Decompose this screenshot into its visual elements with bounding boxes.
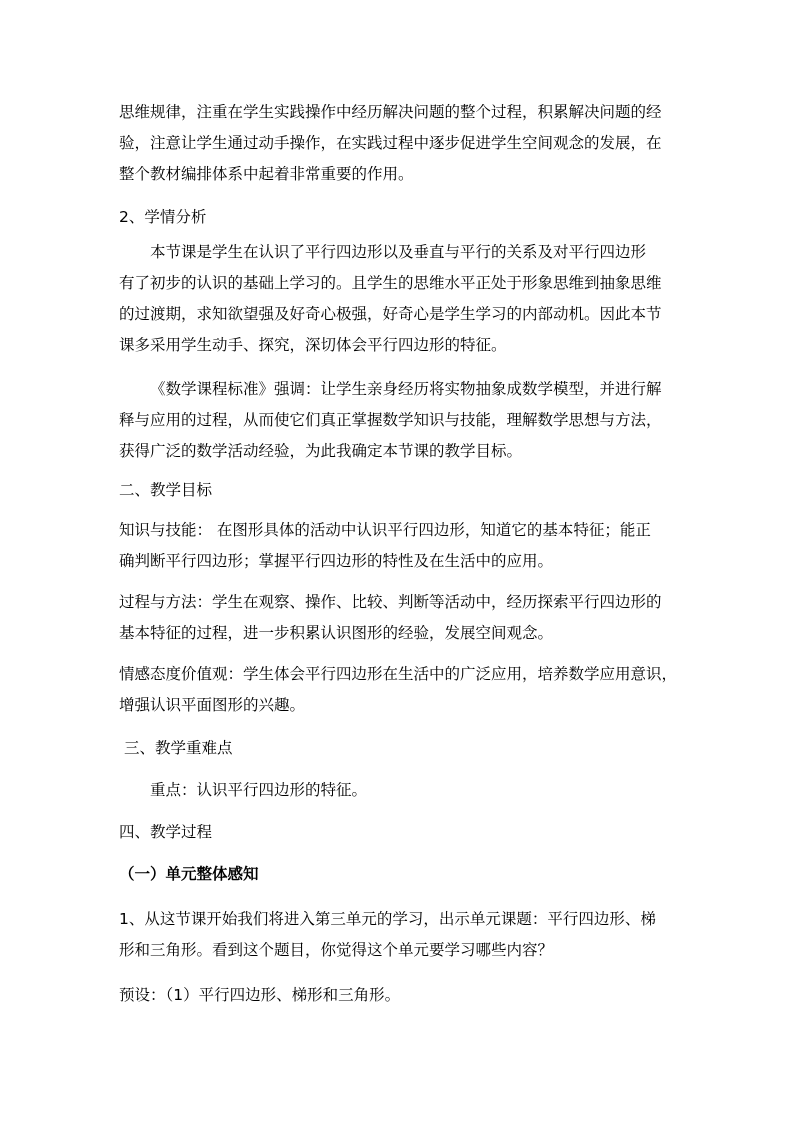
text-line: 本节课是学生在认识了平行四边形以及垂直与平行的关系及对平行四边形 xyxy=(150,243,647,261)
text-line: 整个教材编排体系中起着非常重要的作用。 xyxy=(119,165,414,183)
text-line: 增强认识平面图形的兴趣。 xyxy=(119,696,306,714)
text-line: 课多采用学生动手、探究，深切体会平行四边形的特征。 xyxy=(119,336,507,354)
text-line: 情感态度价值观：学生体会平行四边形在生活中的广泛应用，培养数学应用意识， xyxy=(119,665,678,683)
heading-xueqing xyxy=(119,202,679,233)
paragraph-intro xyxy=(119,97,679,190)
paragraph-kebiao xyxy=(119,374,679,467)
subsection-heading: （一）单元整体感知 xyxy=(119,865,259,883)
paragraph-guocheng-fangfa xyxy=(119,587,679,649)
section-heading: 四、教学过程 xyxy=(119,823,213,841)
text-line: 的过渡期，求知欲望强及好奇心极强，好奇心是学生学习的内部动机。因此本节 xyxy=(119,305,662,323)
text-line: 《数学课程标准》强调：让学生亲身经历将实物抽象成数学模型，并进行解 xyxy=(150,380,662,398)
text-line: 重点：认识平行四边形的特征。 xyxy=(150,781,368,799)
text-line: 思维规律，注重在学生实践操作中经历解决问题的整个过程，积累解决问题的经 xyxy=(119,103,662,121)
section-heading: 二、教学目标 xyxy=(119,481,213,499)
text-line: 过程与方法：学生在观察、操作、比较、判断等活动中，经历探索平行四边形的 xyxy=(119,593,662,611)
text-line: 获得广泛的数学活动经验，为此我确定本节课的教学目标。 xyxy=(119,442,523,460)
paragraph-danyuan-1 xyxy=(119,904,679,966)
paragraph-xueqing xyxy=(119,237,679,361)
heading-mubiao xyxy=(119,475,679,506)
paragraph-zhongdian xyxy=(119,775,679,806)
text-line: 基本特征的过程，进一步积累认识图形的经验，发展空间观念。 xyxy=(119,624,554,642)
heading-guocheng xyxy=(119,817,679,848)
paragraph-yushe xyxy=(119,980,679,1011)
heading-danyuan xyxy=(119,859,679,890)
text-line: 验，注意让学生通过动手操作，在实践过程中逐步促进学生空间观念的发展，在 xyxy=(119,134,662,152)
text-line: 1、从这节课开始我们将进入第三单元的学习，出示单元课题：平行四边形、梯 xyxy=(119,910,656,928)
paragraph-qinggan xyxy=(119,659,679,721)
text-line: 形和三角形。看到这个题目，你觉得这个单元要学习哪些内容？ xyxy=(119,941,554,959)
text-line: 预设：（1）平行四边形、梯形和三角形。 xyxy=(119,986,401,1004)
paragraph-zhishi xyxy=(119,515,679,577)
heading-zhongnan xyxy=(124,733,684,764)
text-line: 有了初步的认识的基础上学习的。且学生的思维水平正处于形象思维到抽象思维 xyxy=(119,274,662,292)
section-heading: 三、教学重难点 xyxy=(124,739,233,757)
text-line: 确判断平行四边形；掌握平行四边形的特性及在生活中的应用。 xyxy=(119,552,554,570)
text-line: 知识与技能： 在图形具体的活动中认识平行四边形，知道它的基本特征；能正 xyxy=(119,521,651,539)
text-line: 释与应用的过程，从而使它们真正掌握数学知识与技能，理解数学思想与方法， xyxy=(119,411,662,429)
section-heading: 2、学情分析 xyxy=(119,208,207,226)
